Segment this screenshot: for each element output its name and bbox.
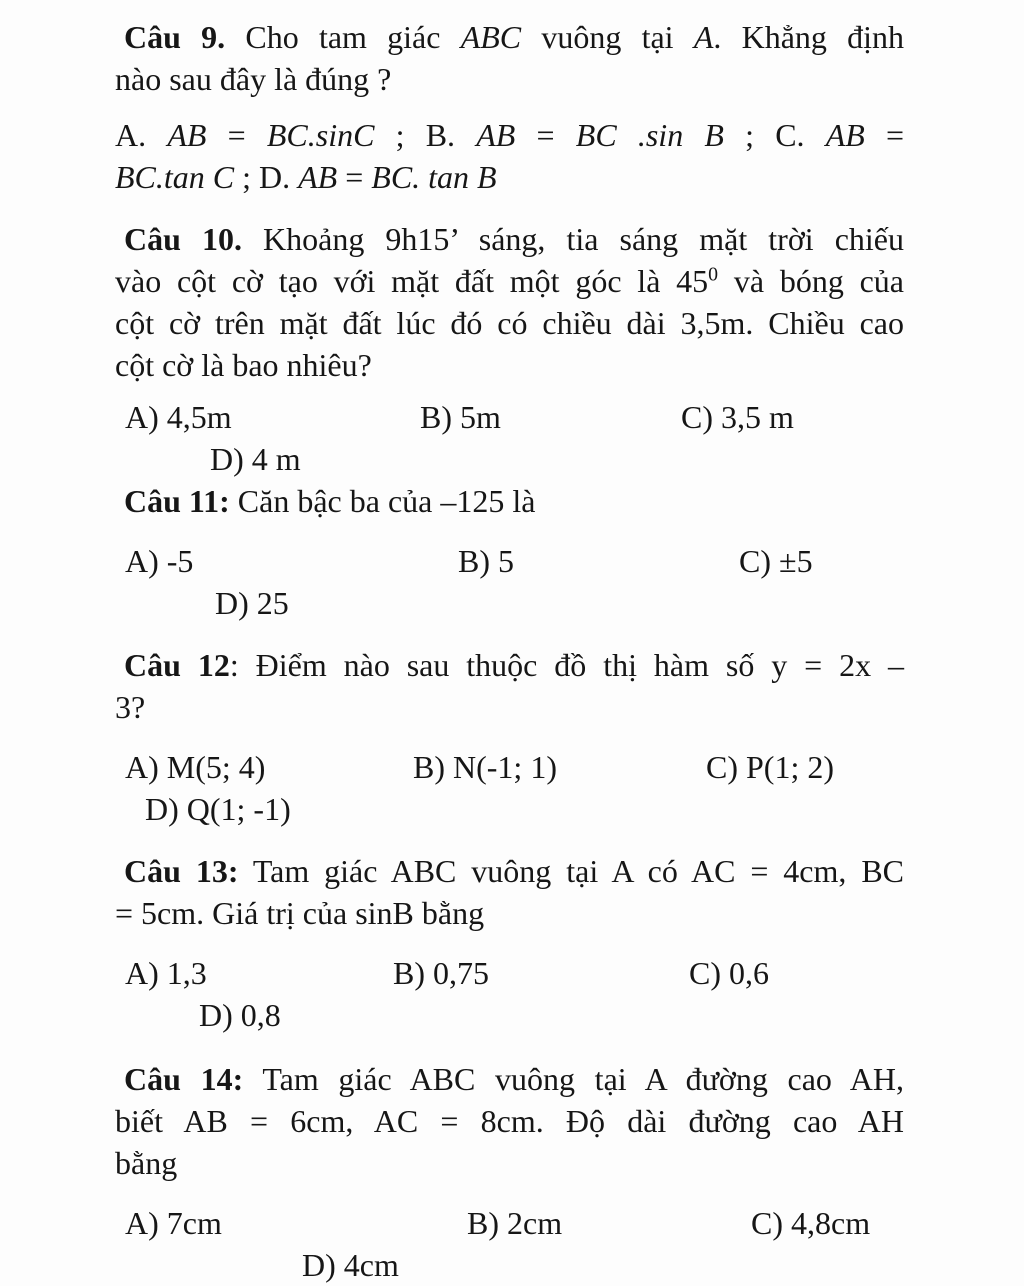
question-14-option-d: D) 4cm [302, 1247, 399, 1283]
question-11-option-b: B) 5 [458, 543, 514, 579]
question-12-option-c: C) P(1; 2) [706, 749, 834, 785]
question-11-options-row [115, 540, 904, 582]
question-10-option-d: D) 4 m [210, 441, 301, 477]
question-13-options-row [115, 952, 904, 994]
question-10-line-3: cột cờ trên mặt đất lúc đó có chiều dài 3,5m. Chiều cao [115, 305, 904, 341]
question-10-line-2: vào cột cờ tạo với mặt đất một góc là $45^0$ và bóng của [115, 263, 905, 299]
question-11-line-1: Câu 11: Căn bậc ba của –125 là [124, 483, 536, 519]
question-11-option-a: A) -5 [125, 543, 194, 579]
question-14 [115, 1058, 904, 1286]
question-11 [115, 480, 904, 624]
question-9-line-2: nào sau đây là đúng ? [115, 61, 392, 97]
question-13-line-1: Câu 13: Tam giác ABC vuông tại A có AC = 4cm, BC [124, 853, 905, 889]
question-14-line-3: bằng [115, 1145, 178, 1181]
question-13-line-2: = 5cm. Giá trị của sinB bằng [115, 895, 485, 931]
question-13 [115, 850, 904, 1036]
question-10-option-a: A) 4,5m [125, 399, 232, 435]
question-14-option-a: A) 7cm [125, 1205, 222, 1241]
question-10-option-d-row [115, 438, 904, 480]
question-12-options-row [115, 746, 904, 788]
question-10-option-b: B) 5m [420, 399, 501, 435]
question-13-option-a: A) 1,3 [125, 955, 207, 991]
question-13-option-b: B) 0,75 [393, 955, 489, 991]
question-10-line-1: Câu 10. Khoảng 9h15’ sáng, tia sáng mặt trời chiếu [124, 221, 904, 257]
question-9-options-line-2: BC.tan C ; D. AB = BC. tan B [115, 159, 497, 195]
question-14-line-1: Câu 14: Tam giác ABC vuông tại A đường cao AH, [124, 1061, 905, 1097]
question-12-option-d-row [115, 788, 904, 830]
question-13-option-d-row [115, 994, 904, 1036]
question-13-option-d: D) 0,8 [199, 997, 281, 1033]
question-14-options-row [115, 1202, 904, 1244]
question-10-line-4: cột cờ là bao nhiêu? [115, 347, 372, 383]
question-11-option-d: D) 25 [215, 585, 289, 621]
question-12-option-d: D) Q(1; -1) [145, 791, 291, 827]
question-13-option-c: C) 0,6 [689, 955, 769, 991]
question-10-option-c: C) 3,5 m [681, 399, 794, 435]
question-14-option-c: C) 4,8cm [751, 1205, 871, 1241]
question-12-option-a: A) M(5; 4) [125, 749, 266, 785]
question-10 [115, 218, 904, 480]
question-9-options-line-1: A. AB = BC.sinC ; B. AB = BC .sin B ; C. AB = [115, 117, 905, 153]
question-9 [115, 16, 904, 198]
question-12 [115, 644, 904, 830]
question-11-option-d-row [115, 582, 904, 624]
question-12-line-1: Câu 12: Điểm nào sau thuộc đồ thị hàm số y = 2x – [124, 647, 904, 683]
question-14-option-b: B) 2cm [467, 1205, 563, 1241]
question-11-option-c: C) ±5 [739, 543, 813, 579]
question-14-line-2: biết AB = 6cm, AC = 8cm. Độ dài đường cao AH [115, 1103, 904, 1139]
question-10-options-row [115, 396, 904, 438]
question-9-line-1: Câu 9. Cho tam giác ABC vuông tại A. Khẳng định [124, 19, 905, 55]
question-12-option-b: B) N(-1; 1) [413, 749, 557, 785]
question-12-line-2: 3? [115, 689, 146, 725]
